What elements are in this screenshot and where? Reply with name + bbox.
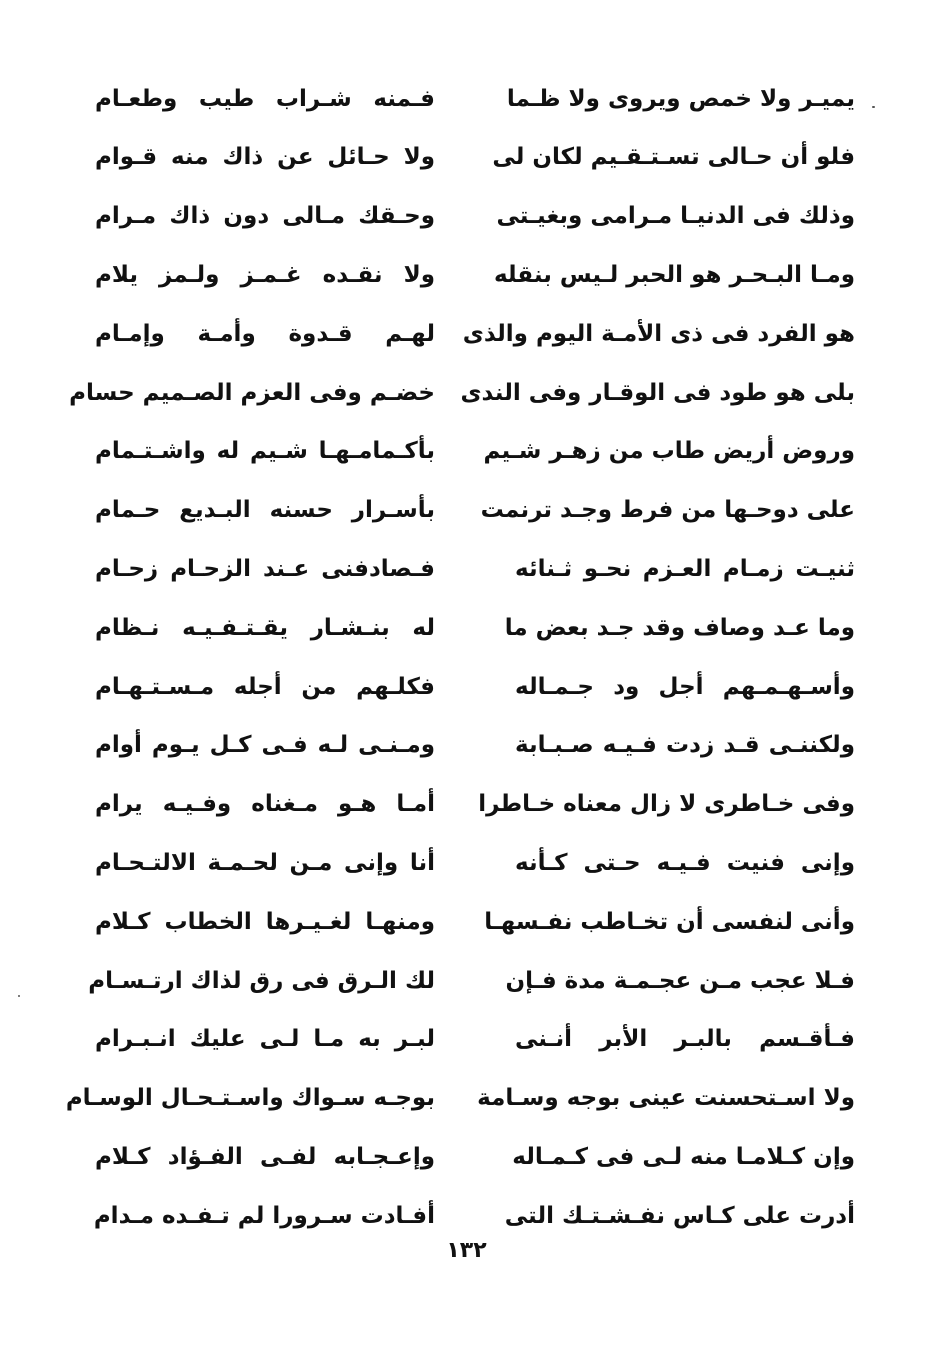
verse-row bbox=[95, 129, 855, 188]
scan-speck bbox=[18, 995, 20, 997]
verse-row bbox=[95, 423, 855, 482]
verse-second-hemistich: خضـم وفى العزم الصـميم حسام bbox=[69, 379, 435, 406]
verse-second-hemistich: أفـادت سـرورا لم تـفـده مـدام bbox=[93, 1202, 435, 1229]
verse-second-hemistich: فـمنه شـراب طيب وطعـام bbox=[95, 85, 435, 112]
verse-row bbox=[95, 188, 855, 247]
verse-first-hemistich: وإن كـلامـا منه لـى فى كـمـاله bbox=[512, 1143, 855, 1170]
verse-first-hemistich: وفى خـاطرى لا زال معناه خـاطرا bbox=[478, 791, 855, 818]
verse-row bbox=[95, 246, 855, 305]
verse-second-hemistich: لك الـرق فى رق لذاك ارتـسـام bbox=[88, 967, 435, 994]
verse-second-hemistich: ومـنـى لـه فـى كـل يـوم أوام bbox=[95, 732, 435, 759]
verse-row bbox=[95, 717, 855, 776]
scan-speck bbox=[872, 106, 875, 108]
verse-row bbox=[65, 1070, 855, 1129]
verse-row bbox=[95, 599, 855, 658]
verse-second-hemistich: أنا وإنى مـن لحـمـة الالتـحـام bbox=[95, 849, 435, 876]
verse-second-hemistich: وحـقك مـالى دون ذاك مـرام bbox=[95, 203, 435, 230]
verse-row bbox=[95, 1011, 855, 1070]
verse-row bbox=[95, 1128, 855, 1187]
verse-first-hemistich: فـلا عجب مـن عجـمـة مدة فـإن bbox=[505, 967, 855, 994]
page-number: ١٣٢ bbox=[446, 1238, 487, 1263]
verse-first-hemistich: وروض أريض طاب من زهـر شـيم bbox=[483, 438, 855, 465]
verse-row bbox=[95, 305, 855, 364]
verse-row bbox=[95, 540, 855, 599]
verse-second-hemistich: لهـم قـدوة وأمـة وإمـام bbox=[95, 320, 435, 347]
verse-row bbox=[95, 776, 855, 835]
verse-second-hemistich: ومنهـا لغـيـرها الخطاب كـلام bbox=[95, 908, 435, 935]
verse-second-hemistich: ولا حـائل عن ذاك منه قـوام bbox=[95, 144, 435, 171]
verse-row bbox=[95, 834, 855, 893]
verse-first-hemistich: ومـا البـحـر هو الحبر لـيس بنقله bbox=[493, 261, 855, 288]
verse-first-hemistich: ولكننـى قـد زدت فـيـه صـبـابة bbox=[515, 732, 855, 759]
verse-second-hemistich: بأسـرار حسنه البـديع حـمام bbox=[95, 497, 435, 524]
verse-first-hemistich: بلى هو طود فى الوقـار وفى الندى bbox=[460, 379, 855, 406]
verse-row bbox=[95, 482, 855, 541]
verse-second-hemistich: فـصادفنى عـند الزحـام زحـام bbox=[95, 555, 435, 582]
verse-second-hemistich: فكلـهم من أجله مـسـتـهـام bbox=[95, 673, 435, 700]
verse-second-hemistich: وإعـجـابه لفـى الفـؤاد كـلام bbox=[95, 1143, 435, 1170]
verse-first-hemistich: وأنى لنفسى أن تخـاطب نفـسهـا bbox=[484, 908, 855, 935]
verse-first-hemistich: فلو أن حـالى تسـتـقـيم لكان لى bbox=[492, 144, 855, 171]
verse-first-hemistich: ثنيـت زمـام العـزم نحـو ثـنائه bbox=[515, 555, 855, 582]
verse-second-hemistich: بأكـمامـهـا شـيم له واشـتـمام bbox=[95, 438, 435, 465]
verse-first-hemistich: أدرت على كـاس نفـشـتـك التى bbox=[504, 1202, 855, 1229]
poem-body bbox=[65, 70, 855, 1246]
verse-first-hemistich: هو الفرد فى ذى الأمـة اليوم والذى bbox=[462, 320, 855, 347]
verse-second-hemistich: لبـر به مـا لـى عليك انـبـرام bbox=[95, 1026, 435, 1053]
verse-first-hemistich: على دوحـها من فرط وجـد ترنمت bbox=[480, 497, 855, 524]
verse-first-hemistich: وما عـد وصاف وقد جـد بعض ما bbox=[504, 614, 855, 641]
verse-first-hemistich: وأسـهـمـهم أجل ود جـمـاله bbox=[515, 673, 855, 700]
verse-row bbox=[69, 364, 855, 423]
verse-second-hemistich: أمـا هـو مـغناه وفـيـه يرام bbox=[95, 791, 435, 818]
verse-first-hemistich: وإنى فنيت فـيـه حـتى كـأنه bbox=[515, 849, 855, 876]
verse-first-hemistich: فـأقـسم بالبـر الأبر أنـنى bbox=[515, 1026, 855, 1053]
verse-row bbox=[95, 70, 855, 129]
verse-first-hemistich: يميـر ولا خمص ويروى ولا ظـما bbox=[506, 85, 855, 112]
verse-row bbox=[95, 658, 855, 717]
verse-second-hemistich: له بنـشـار يقـتـفـيـه نـظام bbox=[95, 614, 435, 641]
verse-row bbox=[95, 893, 855, 952]
verse-row bbox=[88, 952, 855, 1011]
verse-second-hemistich: بوجـه سـواك واسـتـحـال الوسـام bbox=[65, 1085, 435, 1112]
verse-first-hemistich: وذلك فى الدنيـا مـرامى وبغيـتى bbox=[496, 203, 855, 230]
verse-second-hemistich: ولا نقـده غـمـز ولـمز يلام bbox=[95, 261, 435, 288]
verse-first-hemistich: ولا اسـتحسنت عينى بوجه وسـامة bbox=[477, 1085, 855, 1112]
